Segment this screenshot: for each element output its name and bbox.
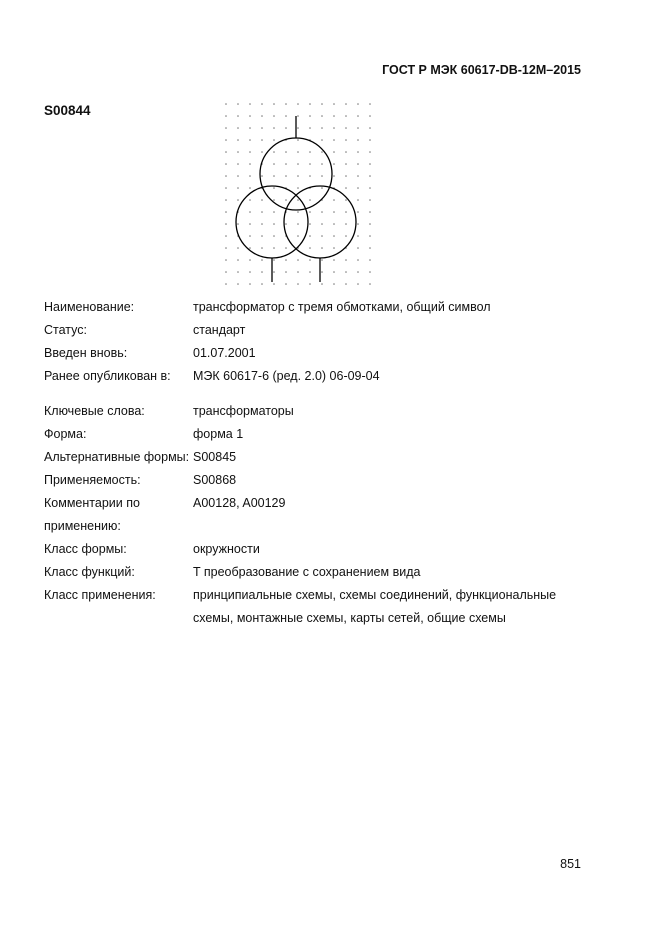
grid-dot [309,235,311,237]
field-row-application-class [44,584,584,630]
grid-dot [321,115,323,117]
grid-dot [309,175,311,177]
grid-dot [249,211,251,213]
grid-dot [345,211,347,213]
grid-dot [321,235,323,237]
grid-dot [297,223,299,225]
grid-dot [225,271,227,273]
grid-dot [369,211,371,213]
grid-dot [273,223,275,225]
field-row-alternative-forms [44,446,584,469]
grid-dot [297,175,299,177]
grid-dot [273,271,275,273]
grid-dot [225,103,227,105]
document-header: ГОСТ Р МЭК 60617-DB-12M–2015 [382,63,581,77]
field-row-introduced [44,342,584,365]
grid-dot [261,175,263,177]
grid-dot [297,127,299,129]
grid-dot [261,103,263,105]
grid-dot [369,259,371,261]
grid-dot [333,223,335,225]
field-label: Класс функций: [44,565,135,579]
grid-dot [309,127,311,129]
field-value: A00128, A00129 [193,496,286,510]
symbol-code: S00844 [44,103,91,118]
grid-dot [249,139,251,141]
grid-dot [237,247,239,249]
grid-dot [321,211,323,213]
grid-dot [333,175,335,177]
field-label: Класс формы: [44,542,127,556]
field-label: Введен вновь: [44,346,128,360]
grid-dot [357,271,359,273]
grid-dot [345,175,347,177]
grid-dot [369,175,371,177]
grid-dot [285,151,287,153]
grid-dot [345,271,347,273]
grid-dot [237,103,239,105]
grid-dot [321,247,323,249]
grid-dot [309,163,311,165]
grid-dot [321,271,323,273]
grid-dot [309,247,311,249]
grid-dot [357,103,359,105]
secondary-winding-right [284,186,356,258]
grid-dot [369,151,371,153]
grid-dot [297,163,299,165]
field-value: T преобразование с сохранением вида [193,565,421,579]
grid-dot [237,271,239,273]
grid-dot [357,151,359,153]
grid-dot [345,163,347,165]
grid-dot [285,103,287,105]
grid-dot [321,151,323,153]
grid-dot [261,139,263,141]
grid-dot [273,103,275,105]
field-row-published [44,365,584,388]
grid-dot [369,271,371,273]
grid-dot [297,115,299,117]
grid-dot [249,103,251,105]
grid-dot [297,187,299,189]
grid-dot [261,151,263,153]
grid-dot [237,187,239,189]
grid-dot [321,175,323,177]
grid-dot [333,151,335,153]
field-value: трансформатор с тремя обмотками, общий символ [193,300,491,314]
grid-dot [297,151,299,153]
field-value: S00868 [193,473,237,487]
grid-dot [297,235,299,237]
field-row-comments [44,492,584,538]
grid-dot [273,139,275,141]
grid-dot [273,259,275,261]
grid-dot [261,199,263,201]
grid-dot [357,259,359,261]
grid-dot [237,283,239,285]
grid-dot [333,271,335,273]
grid-dot [225,151,227,153]
secondary-winding-left [236,186,308,258]
grid-dot [345,283,347,285]
grid-dot [297,259,299,261]
grid-dot [237,127,239,129]
grid-dot [273,115,275,117]
grid-dot [369,115,371,117]
grid-dot [369,247,371,249]
grid-dot [261,115,263,117]
grid-dot [225,187,227,189]
grid-dot [249,163,251,165]
grid-dot [321,283,323,285]
grid-dot [333,211,335,213]
grid-dot [225,211,227,213]
grid-dot [321,103,323,105]
grid-dot [225,283,227,285]
field-label: Применяемость: [44,473,141,487]
grid-dot [321,163,323,165]
grid-dot [357,187,359,189]
grid-dot [309,283,311,285]
grid-dot [273,127,275,129]
grid-dot [225,115,227,117]
field-value: форма 1 [193,427,244,441]
transformer-symbol [222,100,372,291]
field-value: окружности [193,542,260,556]
grid-dot [261,127,263,129]
grid-dot [309,223,311,225]
grid-dot [345,103,347,105]
grid-dot [369,199,371,201]
field-label: Альтернативные формы: [44,450,190,464]
field-label: Наименование: [44,300,135,314]
grid-dot [333,115,335,117]
grid-dot [249,151,251,153]
grid-dot [333,283,335,285]
primary-winding [260,138,332,210]
grid-dot [369,223,371,225]
grid-dot [297,283,299,285]
grid-dot [237,259,239,261]
grid-dot [261,271,263,273]
grid-dot [333,259,335,261]
grid-dot [369,283,371,285]
grid-dot [309,151,311,153]
grid-dot [225,127,227,129]
grid-dot [249,271,251,273]
grid-dot [333,127,335,129]
grid-dot [357,127,359,129]
grid-dot [225,199,227,201]
grid-dot [261,247,263,249]
grid-dot [345,259,347,261]
grid-dot [333,139,335,141]
grid-dot [369,235,371,237]
grid-dot [333,199,335,201]
grid-dot [357,283,359,285]
grid-dot [297,271,299,273]
grid-dot [369,139,371,141]
grid-dot [261,283,263,285]
grid-dot [285,163,287,165]
grid-dot [357,199,359,201]
field-value: стандарт [193,323,246,337]
grid-dot [309,103,311,105]
grid-dot [357,223,359,225]
grid-dot [249,127,251,129]
grid-dot [237,115,239,117]
grid-dot [369,103,371,105]
grid-dot [321,127,323,129]
field-value: S00845 [193,450,237,464]
grid-dot [345,127,347,129]
grid-dot [249,187,251,189]
grid-dot [249,283,251,285]
grid-dot [237,199,239,201]
grid-dot [249,235,251,237]
grid-dot [321,187,323,189]
grid-dot [249,199,251,201]
grid-dot [237,139,239,141]
grid-dot [273,151,275,153]
grid-dot [297,199,299,201]
grid-dot [309,271,311,273]
field-row-keywords [44,400,584,423]
grid-dot [285,127,287,129]
grid-dot [297,211,299,213]
grid-dot [345,199,347,201]
grid-dot [273,283,275,285]
three-winding-transformer-diagram [222,100,372,286]
grid-dot [369,187,371,189]
grid-dot [225,139,227,141]
grid-dot [345,235,347,237]
grid-dot [345,115,347,117]
grid-dot [309,211,311,213]
grid-dot [309,115,311,117]
field-row-applicability [44,469,584,492]
field-row-form [44,423,584,446]
grid-dot [357,211,359,213]
grid-dot [369,163,371,165]
grid-dot [285,247,287,249]
grid-dot [225,223,227,225]
grid-dot [357,247,359,249]
grid-dot [237,175,239,177]
grid-dot [249,259,251,261]
grid-dot [273,199,275,201]
field-value: 01.07.2001 [193,346,256,360]
grid-dot [357,163,359,165]
field-value: принципиальные схемы, схемы соединений, функциональные схемы, монтажные схемы, карты сетей, общие схемы [193,588,557,625]
grid-dot [345,151,347,153]
grid-dot [237,151,239,153]
grid-dot [273,175,275,177]
field-value: МЭК 60617-6 (ред. 2.0) 06-09-04 [193,369,380,383]
field-list [44,296,584,630]
page-number: 851 [560,857,581,871]
grid-dot [249,175,251,177]
field-label: Ключевые слова: [44,404,145,418]
grid-dot [273,211,275,213]
grid-dot [261,223,263,225]
grid-dot [249,223,251,225]
grid-dot [321,223,323,225]
grid-dot [261,235,263,237]
grid-dot [369,127,371,129]
grid-dot [333,163,335,165]
grid-dot [285,271,287,273]
grid-dot [321,139,323,141]
grid-dot [345,139,347,141]
grid-dot [309,259,311,261]
grid-dot [285,175,287,177]
grid-dot [357,235,359,237]
grid-dot [285,283,287,285]
grid-dot [357,115,359,117]
grid-dot [237,223,239,225]
grid-dot [345,223,347,225]
grid-dot [273,247,275,249]
grid-dot [309,199,311,201]
grid-dot [225,163,227,165]
grid-dot [273,187,275,189]
grid-dot [249,115,251,117]
grid-dot [357,139,359,141]
grid-dot [333,235,335,237]
grid-dot [333,103,335,105]
grid-dot [225,259,227,261]
field-row-shape-class [44,538,584,561]
grid-dot [237,163,239,165]
field-row-name [44,296,584,319]
field-row-function-class [44,561,584,584]
grid-dot [345,187,347,189]
grid-dot [273,163,275,165]
grid-dot [225,175,227,177]
field-label: Статус: [44,323,87,337]
grid-dot [261,259,263,261]
grid-dot [225,235,227,237]
grid-dot [285,199,287,201]
grid-dot [285,223,287,225]
grid-dot [297,103,299,105]
field-label: Класс применения: [44,588,156,602]
grid-dot [285,115,287,117]
field-label: Ранее опубликован в: [44,369,171,383]
grid-dot [297,139,299,141]
grid-dot [249,247,251,249]
grid-dot [321,259,323,261]
field-label: Форма: [44,427,87,441]
grid-dot [333,247,335,249]
field-value: трансформаторы [193,404,294,418]
field-label: Комментарии по применению: [44,496,140,533]
field-row-status [44,319,584,342]
grid-dot [261,211,263,213]
grid-dot [225,247,227,249]
grid-dot [285,259,287,261]
grid-dot [273,235,275,237]
grid-dot [357,175,359,177]
